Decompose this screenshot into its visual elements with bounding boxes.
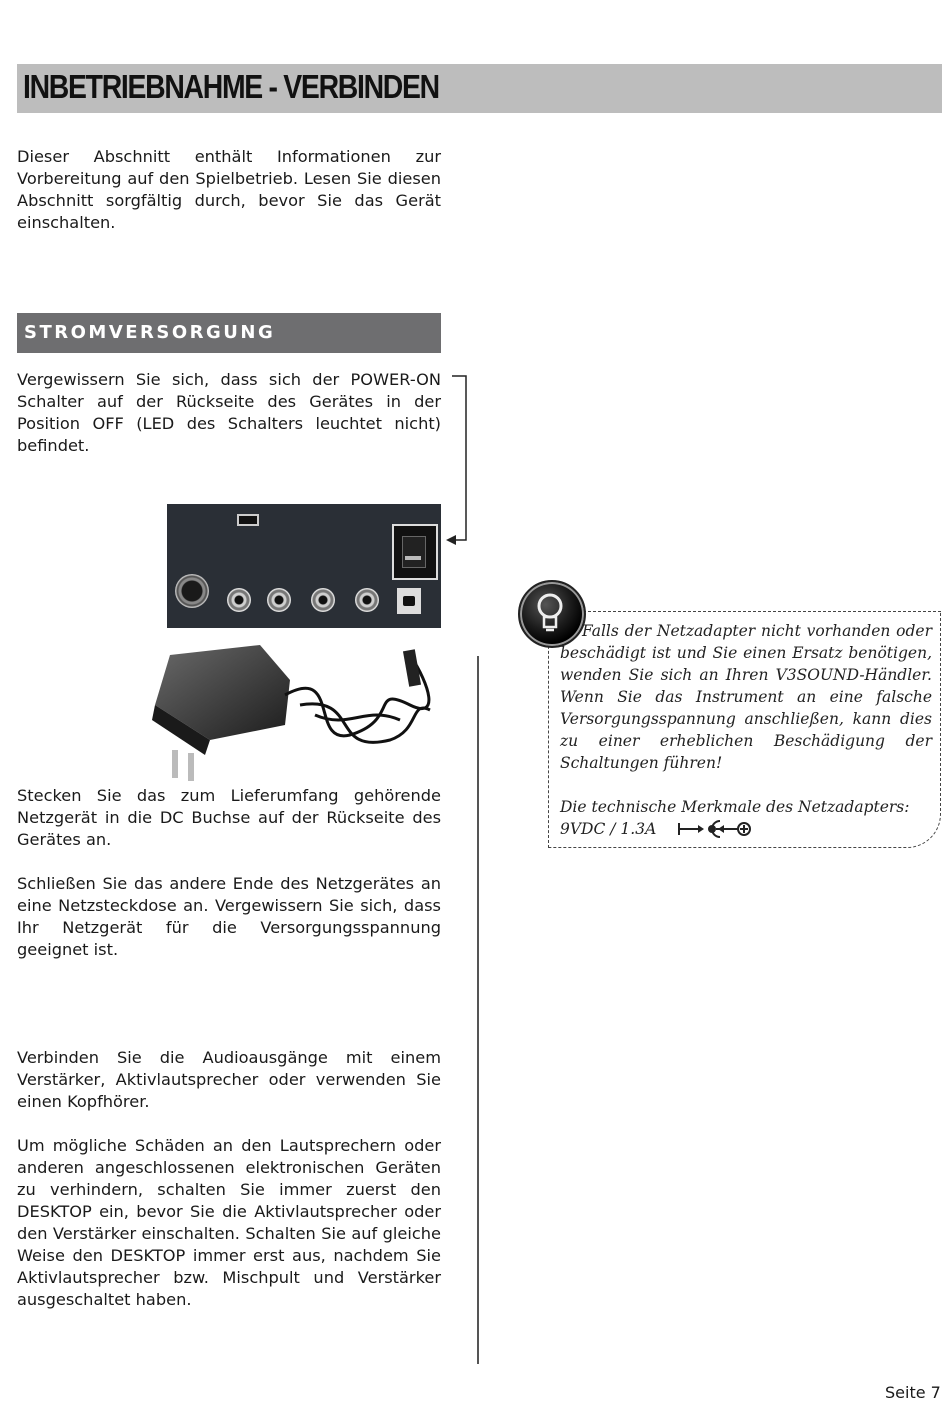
- order-paragraph: Um mögliche Schäden an den Lautsprechern oder anderen angeschlossenen elektronischen Geräten zu verhindern, schalten Sie immer zuerst den DESKTOP ein, bevor Sie die Aktivlautsprecher oder den Verstärker einschalten. Schalten Sie auf gleiche Weise den DESKTOP immer erst aus, nachdem Sie Aktivlautsprecher bzw. Mischpult und Verstärker ausgeschaltet haben.: [17, 1136, 441, 1309]
- audio-paragraph: Verbinden Sie die Audioausgänge mit einem Verstärker, Aktivlautsprecher oder verwenden Sie einen Kopfhörer.: [17, 1048, 441, 1111]
- power-switch-icon: [392, 524, 438, 580]
- polarity-icon: [676, 818, 756, 840]
- plug-in-paragraph: Stecken Sie das zum Lieferumfang gehörende Netzgerät in die DC Buchse auf der Rückseite des Gerätes an.: [17, 786, 441, 849]
- audio-jack-icon: [311, 588, 335, 612]
- chapter-header: [17, 64, 942, 113]
- section-title: STROMVERSORGUNG: [24, 322, 276, 343]
- intro-paragraph: Dieser Abschnitt enthält Informationen zur Vorbereitung auf den Spielbetrieb. Lesen Sie diesen Abschnitt sorgfältig durch, bevor Sie das Gerät einschalten.: [17, 147, 441, 232]
- pointer-arrow: [440, 370, 480, 550]
- audio-jack-icon: [355, 588, 379, 612]
- usb-port-icon: [237, 514, 259, 526]
- chapter-title: INBETRIEBNAHME - VERBINDEN: [23, 68, 439, 105]
- column-divider: [477, 656, 479, 1364]
- dc-jack-icon: [397, 588, 421, 614]
- tip-warning-text: Falls der Netzadapter nicht vorhanden oder beschädigt ist und Sie einen Ersatz benötigen, wenden Sie sich an Ihren V3SOUND-Händler. Wenn Sie das Instrument an eine falsche Versorgungsspannung anschließen, kann dies zu einer erheblichen Beschädigung der Schaltungen führen!: [560, 622, 932, 772]
- tip-spec-value: 9VDC / 1.3A: [560, 820, 657, 838]
- page-number: Seite 7: [885, 1383, 941, 1402]
- midi-port-icon: [175, 574, 209, 608]
- tip-spec-label: Die technische Merkmale des Netzadapters:: [560, 798, 910, 816]
- audio-jack-icon: [267, 588, 291, 612]
- audio-jack-icon: [227, 588, 251, 612]
- rear-panel-image: [167, 504, 441, 628]
- section-header: [17, 313, 441, 353]
- outlet-paragraph: Schließen Sie das andere Ende des Netzgerätes an eine Netzsteckdose an. Vergewissern Sie sich, dass Ihr Netzgerät für die Versorgungsspannung geeignet ist.: [17, 874, 441, 959]
- power-switch-paragraph: Vergewissern Sie sich, dass sich der POWER-ON Schalter auf der Rückseite des Gerätes in der Position OFF (LED des Schalters leuchtet nicht) befindet.: [17, 370, 441, 455]
